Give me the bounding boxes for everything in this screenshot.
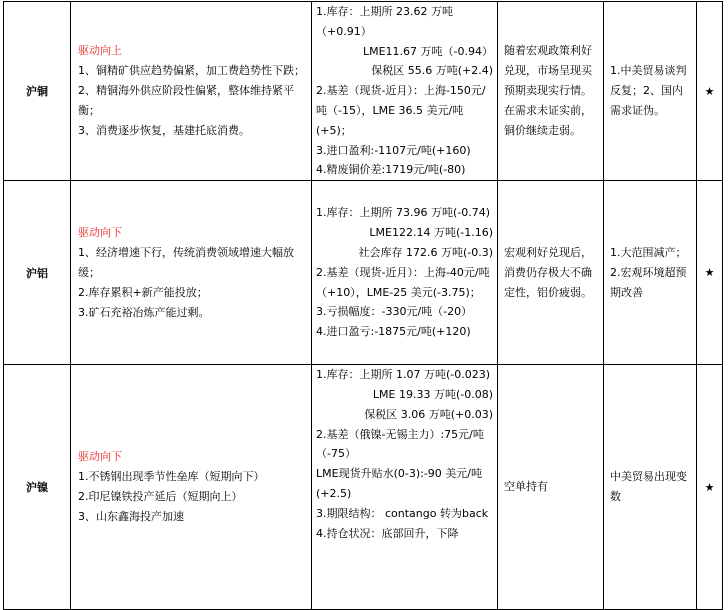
data-line: 3.进口盈利:-1107元/吨(+160) [316,143,471,157]
drive-line: 1.不锈钢出现季节性垒库（短期向下） [78,470,265,484]
data-cell [312,2,498,181]
data-line: 4.精废铜价差:1719元/吨(-80) [316,163,466,177]
data-cell [312,365,498,610]
risk-cell: 中美贸易出现变数 [604,365,697,610]
data-line: 保税区 3.06 万吨(+0.03) [364,407,493,421]
data-line: 3.期限结构： contango 转为back [316,506,489,520]
star-rating-icon: ★ [697,365,723,610]
drive-cell [71,2,312,181]
view-cell: 空单持有 [498,365,604,610]
data-line: 1.库存：上期所 1.07 万吨(-0.023) [316,368,491,382]
data-line: LME现货升贴水(0-3):-90 美元/吨(+2.5) [316,467,482,500]
data-line: LME122.14 万吨(-1.16) [369,226,493,240]
table-row [4,365,723,610]
data-line: 保税区 55.6 万吨(+2.4) [371,64,493,78]
commodity-name: 沪镍 [4,365,71,610]
drive-line: 3、消费逐步恢复，基建托底消费。 [78,124,250,138]
drive-line: 2.库存累积+新产能投放； [78,285,208,299]
view-cell: 宏观利好兑现后，消费仍存极大不确定性，铝价疲弱。 [498,181,604,365]
data-line: 2.基差（现货-近月）：上海-150元/吨（-15），LME 36.5 美元/吨(+5)； [316,84,486,137]
drive-line: 3.矿石充裕冶炼产能过剩。 [78,305,210,319]
risk-cell: 1.大范围减产；2.宏观环境超预期改善 [604,181,697,365]
table-row [4,2,723,181]
drive-line: 3、山东鑫海投产加速 [78,510,184,524]
star-rating-icon: ★ [697,2,723,181]
data-line: 2.基差（现货-近月）：上海-40元/吨（+10），LME-25 美元(-3.75)； [316,265,490,299]
drive-cell [71,181,312,365]
data-line: 4.持仓状况：底部回升，下降 [316,526,459,540]
data-line: LME 19.33 万吨(-0.08) [372,387,493,401]
drive-cell [71,365,312,610]
drive-title: 驱动向上 [78,44,122,58]
star-rating-icon: ★ [697,181,723,365]
drive-line: 1、铜精矿供应趋势偏紧，加工费趋势性下跌； [78,64,305,78]
commodity-name: 沪铜 [4,2,71,181]
drive-line: 2、精铜海外供应阶段性偏紧，整体维持紧平衡； [78,84,294,118]
data-line: 社会库存 172.6 万吨(-0.3) [358,245,493,259]
table-row [4,181,723,365]
drive-line: 1、经济增速下行，传统消费领域增速大幅放缓； [78,245,294,279]
commodity-name: 沪铝 [4,181,71,365]
data-cell [312,181,498,365]
drive-title: 驱动向下 [78,450,122,464]
view-cell: 随着宏观政策利好兑现，市场呈现买预期卖现实行情。在需求未证实前，铜价继续走弱。 [498,2,604,181]
commodity-table [3,1,723,610]
drive-title: 驱动向下 [78,225,122,239]
data-line: 1.库存：上期所 23.62 万吨（+0.91） [316,5,453,38]
data-line: 3.亏损幅度：-330元/吨（-20） [316,305,473,319]
data-line: 2.基差（俄镍-无锡主力）:75元/吨（-75） [316,427,484,461]
data-line: LME11.67 万吨（-0.94） [362,44,493,58]
data-line: 4.进口盈亏:-1875元/吨(+120) [316,325,471,339]
risk-cell: 1.中美贸易谈判反复；2、国内需求证伪。 [604,2,697,181]
drive-line: 2.印尼镍铁投产延后（短期向上） [78,490,243,504]
data-line: 1.库存：上期所 73.96 万吨(-0.74) [316,206,491,220]
